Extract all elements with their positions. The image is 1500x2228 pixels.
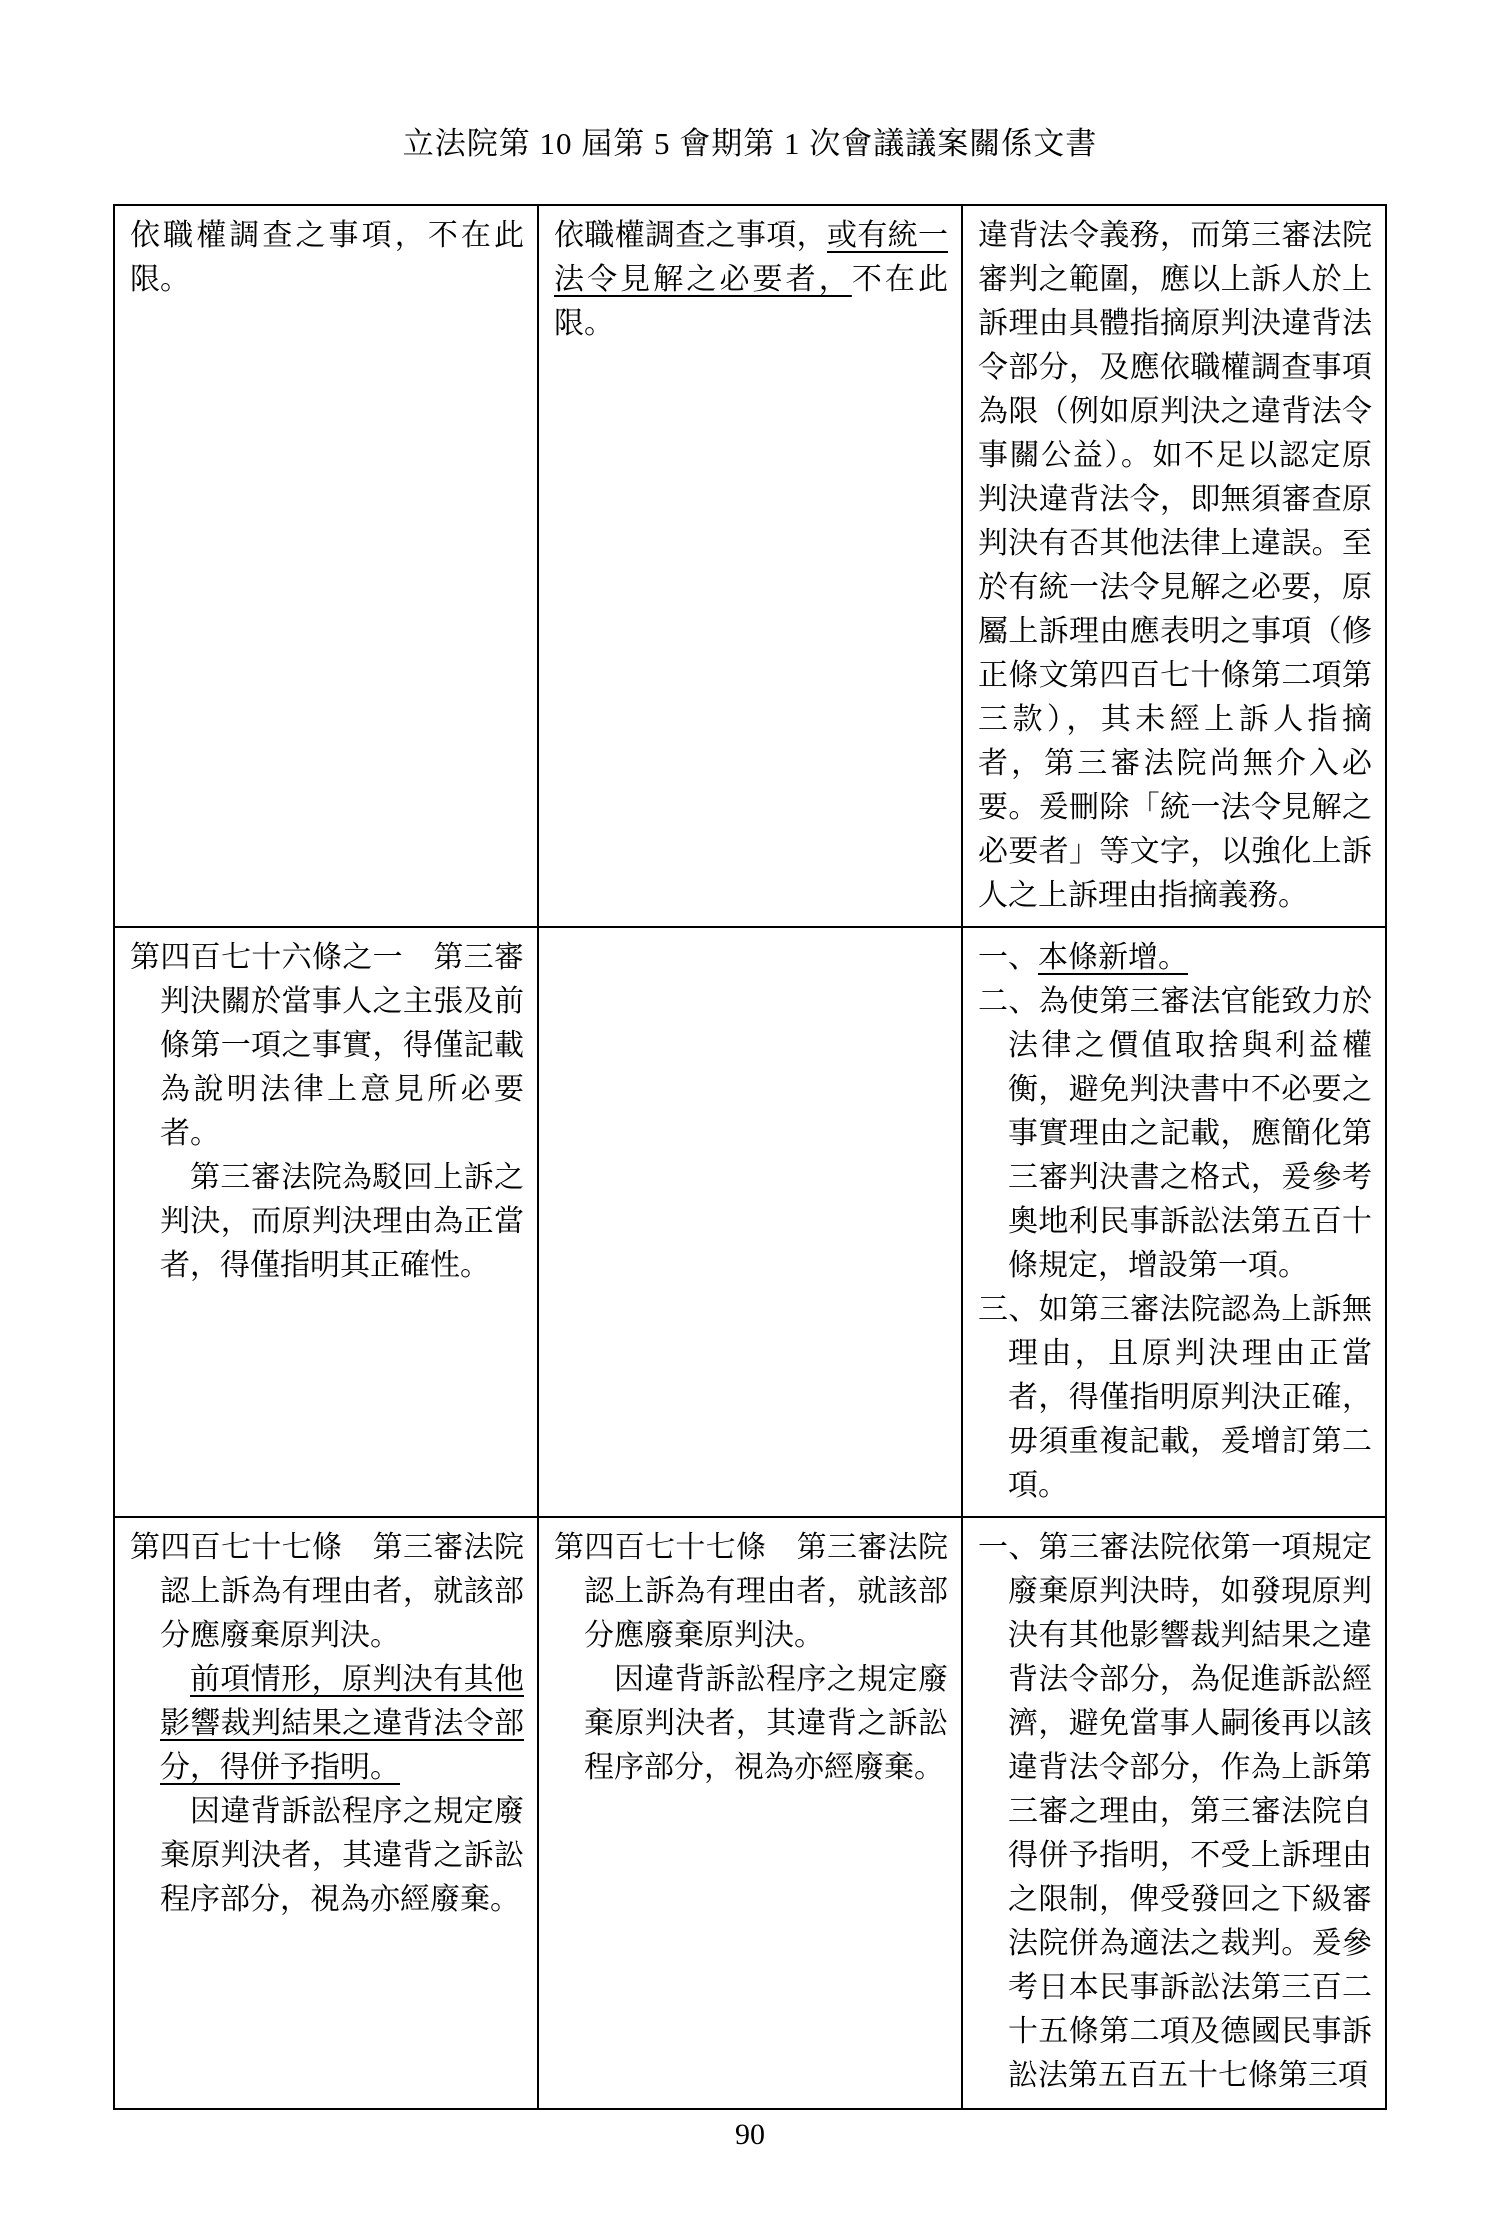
- paragraph: [978, 980, 1372, 1288]
- paragraph: [160, 1790, 524, 1922]
- text-segment: 依職權調查之事項，不在此限。: [130, 219, 524, 296]
- table-row: [114, 927, 1386, 1517]
- paragraph: [130, 1526, 524, 1658]
- paragraph: [584, 1658, 948, 1790]
- paragraph: [160, 1658, 524, 1790]
- table-row: [114, 1517, 1386, 2109]
- page-number: 90: [735, 2118, 765, 2151]
- paragraph: [130, 936, 524, 1156]
- paragraph: [978, 214, 1372, 918]
- comparison-table: [113, 204, 1387, 2110]
- text-segment: 一、第三審法院依第一項規定廢棄原判決時，如發現原判決有其他影響裁判結果之違背法令部分，為促進訴訟經濟，避免當事人嗣後再以該違背法令部分，作為上訴第三審之理由，第三審法院自得併予指明，不受上訴理由之限制，俾受發回之下級審法院併為適法之裁判。爰參考日本民事訴訟法第三百二十五條第二項及德國民事訴訟法第五百五十七條第三項: [978, 1531, 1372, 2092]
- paragraph: [160, 1156, 524, 1288]
- paragraph: [978, 1526, 1372, 2098]
- paragraph: [978, 936, 1372, 980]
- text-segment: 第四百七十七條 第三審法院認上訴為有理由者，就該部分應廢棄原判決。: [130, 1531, 524, 1652]
- paragraph: [554, 1526, 948, 1658]
- amended-article-cell: [114, 927, 538, 1517]
- table-row: [114, 205, 1386, 927]
- current-article-cell: [538, 205, 962, 927]
- comparison-table-body: [114, 205, 1386, 2109]
- text-segment: 第四百七十七條 第三審法院認上訴為有理由者，就該部分應廢棄原判決。: [554, 1531, 948, 1652]
- explanation-cell: [962, 1517, 1386, 2109]
- current-article-cell: [538, 927, 962, 1517]
- text-segment: 依職權調查之事項，: [554, 219, 827, 252]
- amended-article-cell: [114, 205, 538, 927]
- text-segment: 因違背訴訟程序之規定廢棄原判決者，其違背之訴訟程序部分，視為亦經廢棄。: [584, 1663, 948, 1784]
- underlined-text-segment: 前項情形，原判決有其他影響裁判結果之違背法令部分，得併予指明。: [160, 1663, 524, 1784]
- text-segment: 不在此限。: [554, 263, 949, 340]
- text-segment: 二、為使第三審法官能致力於法律之價值取捨與利益權衡，避免判決書中不必要之事實理由之記載，應簡化第三審判決書之格式，爰參考奧地利民事訴訟法第五百十條規定，增設第一項。: [978, 985, 1372, 1282]
- underlined-text-segment: 本條新增。: [1038, 941, 1188, 974]
- explanation-cell: [962, 927, 1386, 1517]
- text-segment: 第三審法院為駁回上訴之判決，而原判決理由為正當者，得僅指明其正確性。: [160, 1161, 524, 1282]
- text-segment: 第四百七十六條之一 第三審判決關於當事人之主張及前條第一項之事實，得僅記載為說明法律上意見所必要者。: [130, 941, 524, 1150]
- text-segment: 因違背訴訟程序之規定廢棄原判決者，其違背之訴訟程序部分，視為亦經廢棄。: [160, 1795, 524, 1916]
- paragraph: [130, 214, 524, 302]
- explanation-cell: [962, 205, 1386, 927]
- text-segment: 違背法令義務，而第三審法院審判之範圍，應以上訴人於上訴理由具體指摘原判決違背法令部分，及應依職權調查事項為限（例如原判決之違背法令事關公益）。如不足以認定原判決違背法令，即無須審查原判決有否其他法律上違誤。至於有統一法令見解之必要，原屬上訴理由應表明之事項（修正條文第四百七十條第二項第三款），其未經上訴人指摘者，第三審法院尚無介入必要。爰刪除「統一法令見解之必要者」等文字，以強化上訴人之上訴理由指摘義務。: [978, 219, 1372, 912]
- text-segment: 三、如第三審法院認為上訴無理由，且原判決理由正當者，得僅指明原判決正確，毋須重複記載，爰增訂第二項。: [978, 1293, 1372, 1502]
- page-title: 立法院第 10 屆第 5 會期第 1 次會議議案關係文書: [402, 126, 1098, 161]
- paragraph: [554, 214, 948, 346]
- amended-article-cell: [114, 1517, 538, 2109]
- text-segment: 一、: [978, 941, 1038, 974]
- paragraph: [978, 1288, 1372, 1508]
- current-article-cell: [538, 1517, 962, 2109]
- underlined-text-segment: 或有統一法令見解之必要者，: [554, 219, 948, 296]
